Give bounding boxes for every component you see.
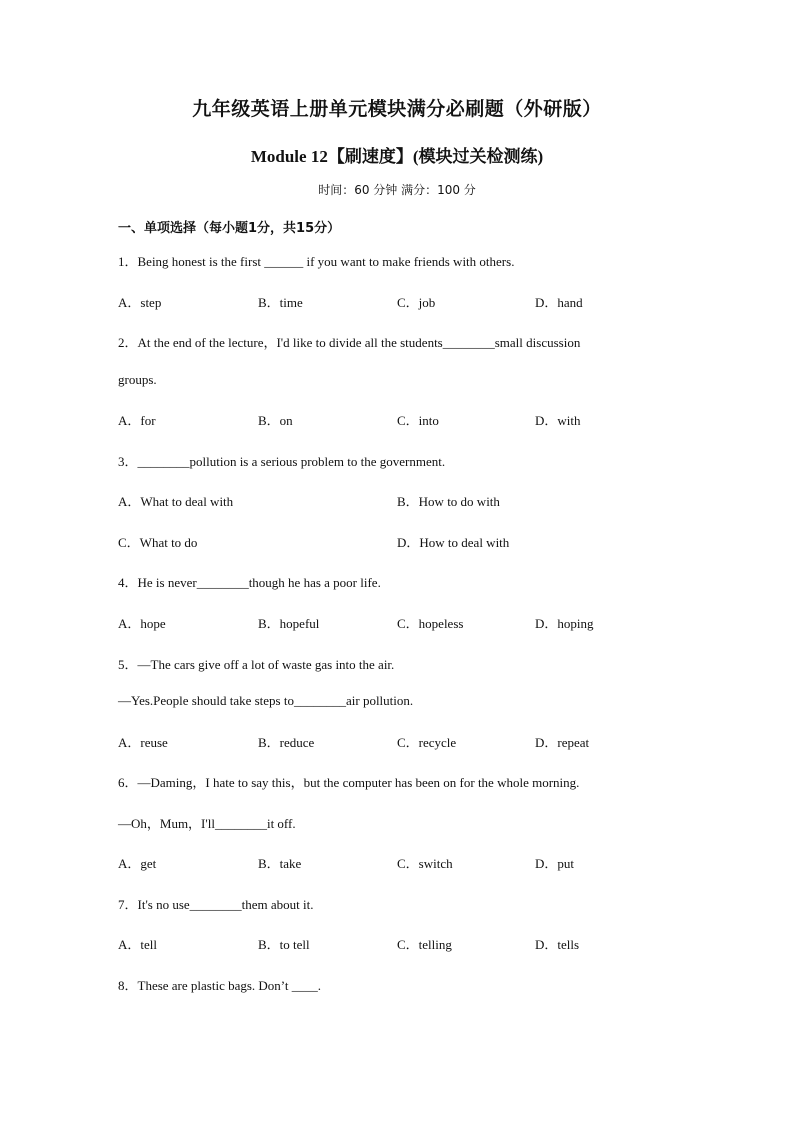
- page-title: 九年级英语上册单元模块满分必刷题（外研版）: [192, 98, 602, 120]
- question-1-option-a: A．step: [118, 295, 162, 310]
- question-6-option-d: D．put: [535, 856, 575, 871]
- question-3-stem: 3．________pollution is a serious problem to the government.: [118, 454, 446, 469]
- question-6-option-b: B．take: [258, 856, 302, 871]
- question-7-option-d: D．tells: [535, 937, 580, 952]
- question-7-option-a: A．tell: [118, 937, 157, 952]
- question-2-option-c: C．into: [397, 413, 439, 428]
- question-3-option-d: D．How to deal with: [397, 535, 510, 550]
- question-5-option-d: D．repeat: [535, 735, 590, 750]
- question-1-option-c: C．job: [397, 295, 436, 310]
- question-4-option-c: C．hopeless: [397, 616, 464, 631]
- module-subtitle: Module 12【刷速度】(模块过关检测练): [250, 147, 544, 166]
- question-2-stem-continued: groups.: [118, 372, 157, 387]
- question-5-stem: 5．—The cars give off a lot of waste gas into the air.: [118, 657, 395, 672]
- question-7-option-c: C．telling: [397, 937, 452, 952]
- question-7-option-b: B．to tell: [258, 937, 310, 952]
- time-score-info: 时间：60 分钟 满分：100 分: [318, 183, 476, 197]
- question-2-option-b: B．on: [258, 413, 293, 428]
- question-4-stem: 4．He is never________though he has a poor life.: [118, 575, 381, 590]
- question-7-stem: 7．It's no use________them about it.: [118, 897, 314, 912]
- question-3-option-c: C．What to do: [118, 535, 198, 550]
- question-1-stem: 1．Being honest is the first ______ if you want to make friends with others.: [118, 254, 515, 269]
- question-1-option-d: D．hand: [535, 295, 583, 310]
- question-1-option-b: B．time: [258, 295, 303, 310]
- question-5-option-b: B．reduce: [258, 735, 315, 750]
- question-3-option-b: B．How to do with: [397, 494, 500, 509]
- question-5-stem-reply: —Yes.People should take steps to________air pollution.: [118, 693, 414, 708]
- question-3-option-a: A．What to deal with: [118, 494, 234, 509]
- question-2-stem: 2．At the end of the lecture，I'd like to divide all the students________small discussion: [118, 335, 581, 350]
- question-5-option-c: C．recycle: [397, 735, 457, 750]
- question-6-stem: 6．—Daming，I hate to say this，but the computer has been on for the whole morning.: [118, 775, 580, 790]
- question-8-stem: 8．These are plastic bags. Don’t ____.: [118, 978, 322, 993]
- question-6-option-a: A．get: [118, 856, 157, 871]
- question-6-option-c: C．switch: [397, 856, 453, 871]
- question-4-option-a: A．hope: [118, 616, 166, 631]
- question-4-option-d: D．hoping: [535, 616, 594, 631]
- question-4-option-b: B．hopeful: [258, 616, 320, 631]
- question-6-stem-reply: —Oh，Mum，I'll________it off.: [118, 816, 296, 831]
- question-5-option-a: A．reuse: [118, 735, 168, 750]
- question-2-option-d: D．with: [535, 413, 581, 428]
- question-2-option-a: A．for: [118, 413, 156, 428]
- section-heading: 一、单项选择（每小题1分，共15分）: [118, 221, 341, 236]
